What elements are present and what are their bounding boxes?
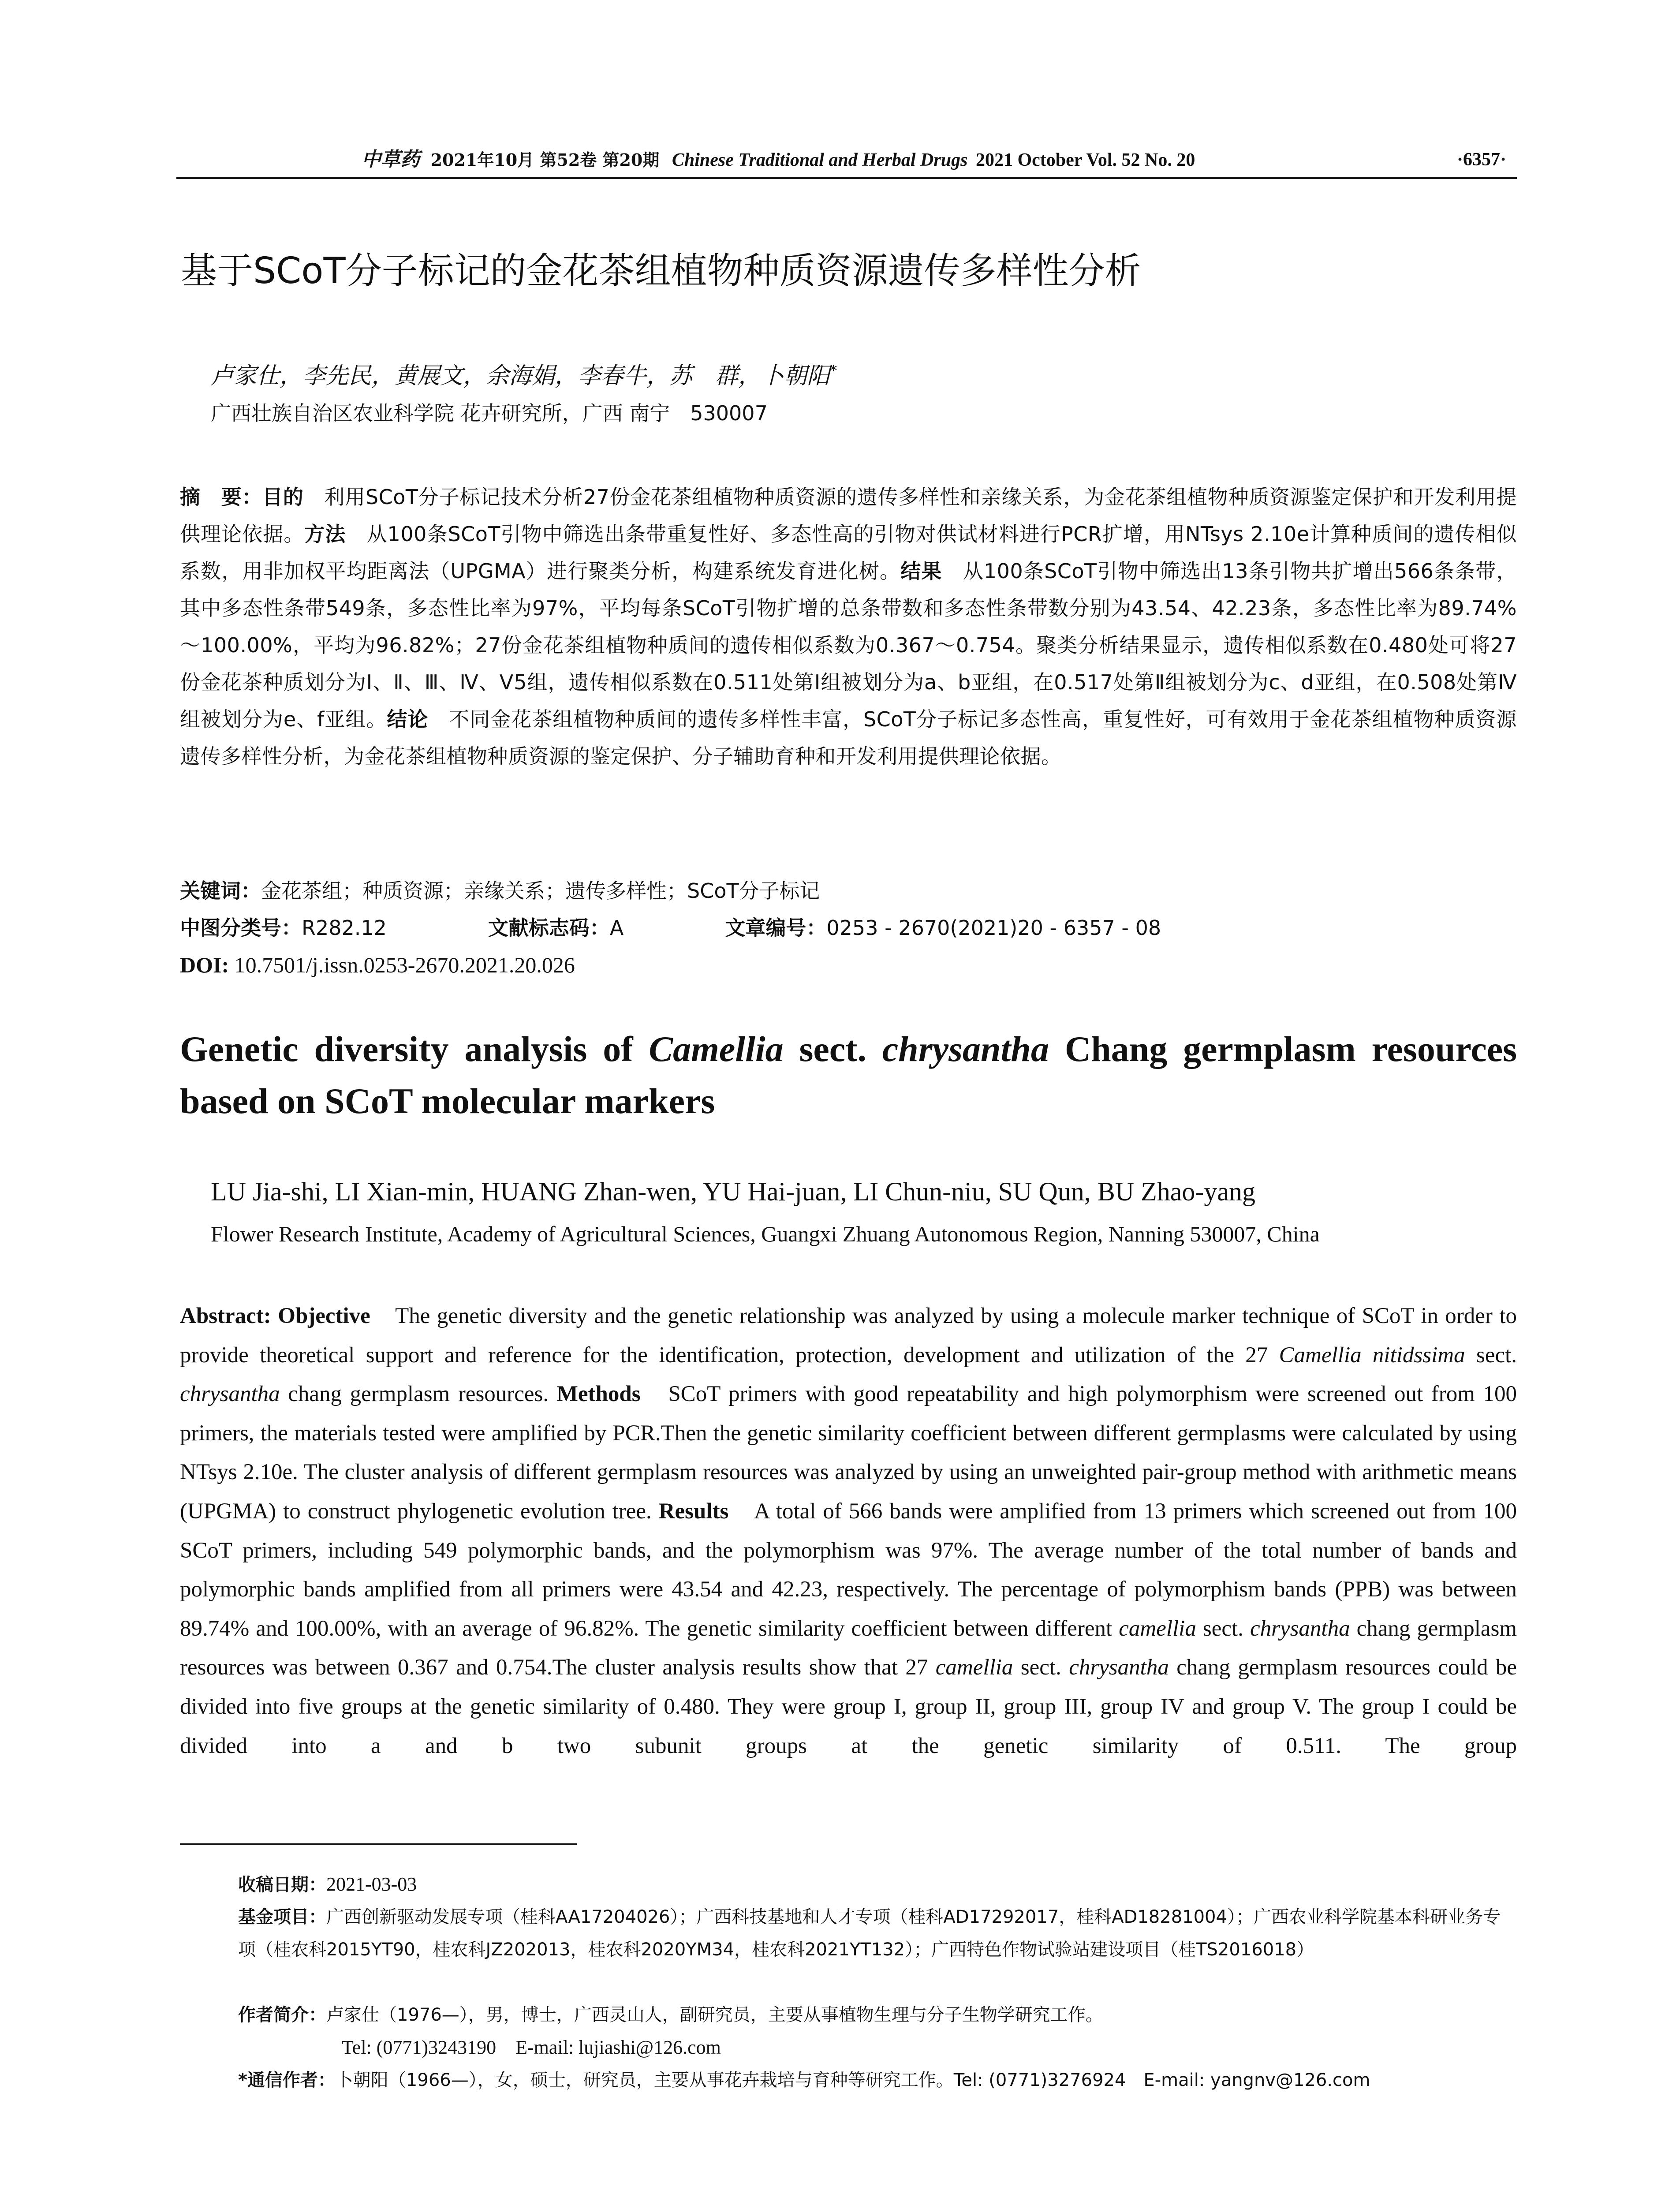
keywords-text: 金花茶组；种质资源；亲缘关系；遗传多样性；SCoT分子标记 <box>261 879 820 903</box>
methods-en: SCoT primers with good repeatability and high polymorphism were screened out from 100 primers, the materials tested were amplified by PCR.Then the genetic similarity coefficient between different germplasms were calculated by using NTsys 2.10e. The cluster analysis of different germplasm resources was analyzed by using an unweighted pair-group method with arithmetic means (UPGMA) to construct phylogenetic evolution tree. <box>180 1382 1517 1524</box>
methods-label-en: Methods <box>556 1382 641 1407</box>
results-label-en: Results <box>658 1499 729 1524</box>
corr-text: 卜朝阳（1966—），女，硕士，研究员，主要从事花卉栽培与育种等研究工作。Tel: (0771)3276924 E-mail: yangnv@126.com <box>335 2070 1370 2090</box>
conclusion-cn: 不同金花茶组植物种质间的遗传多样性丰富，SCoT分子标记多态性高，重复性好，可有效用于金花茶组植物种质资源遗传多样性分析，为金花茶组植物种质资源的鉴定保护、分子辅助育种和开发利用提供理论依据。 <box>180 707 1517 768</box>
results-en-2: chang germplasm resources was between 0.367 and 0.754.The cluster analysis results show that 27 <box>180 1616 1517 1680</box>
doc-code-label: 文献标志码： <box>488 916 610 940</box>
page-number: ·6357· <box>1456 149 1506 170</box>
doc-code-value: A <box>609 916 624 940</box>
keywords-label: 关键词： <box>180 879 261 903</box>
abstract-label-en: Abstract: Objective <box>180 1304 370 1328</box>
authors-cn <box>211 353 1490 393</box>
abstract-cn <box>180 478 1517 775</box>
abstract-label-cn: 摘 要： <box>180 485 263 509</box>
methods-label-cn: 方法 <box>304 522 346 546</box>
keywords-cn <box>180 872 1517 909</box>
results-en-sect: sect. <box>1202 1616 1243 1641</box>
article-no-label: 文章编号： <box>725 916 827 940</box>
article-no-value: 0253 - 2670(2021)20 - 6357 - 08 <box>826 916 1161 940</box>
author-list-cn: 卢家仕，李先民，黄展文，余海娟，李春牛，苏 群，卜朝阳 <box>211 363 830 389</box>
classification-line <box>180 909 1517 946</box>
journal-name-en: Chinese Traditional and Herbal Drugs <box>672 150 968 170</box>
clc-value: R282.12 <box>302 916 387 940</box>
affiliation-en: Flower Research Institute, Academy of Agricultural Sciences, Guangxi Zhuang Autonomous Region, Nanning 530007, China <box>211 1222 1320 1246</box>
abstract-en <box>180 1297 1517 1765</box>
results-en-genus2: camellia <box>935 1655 1013 1680</box>
footnote-fund <box>238 1901 1517 1966</box>
bio-text: 卢家仕（1976—），男，博士，广西灵山人，副研究员，主要从事植物生理与分子生物学研究工作。 <box>326 2005 1103 2025</box>
results-en-1: A total of 566 bands were amplified from 13 primers which screened out from 100 SCoT primers, including 549 polymorphic bands, and the polymorphism was 97%. The average number of the total number of bands and polymorphic bands amplified from all primers were 43.54 and 42.23, respectively. The percentage of polymorphism bands (PPB) was between 89.74% and 100.00%, with an average of 96.82%. The genetic similarity coefficient between different <box>180 1499 1517 1641</box>
results-en-3: chang germplasm resources could be divided into five groups at the genetic similarity of 0.480. They were group I, group II, group III, group IV and group V. The group I could be divided into a and b two subunit groups at the genetic similarity of 0.511. The group <box>180 1655 1517 1758</box>
received-date: 2021-03-03 <box>326 1873 417 1895</box>
objective-en-2: chang germplasm resources. <box>288 1382 549 1407</box>
objective-en-sect: sect. <box>1476 1342 1517 1368</box>
results-en-sect2: sect. <box>1020 1655 1061 1680</box>
journal-masthead-cn: 中草药 <box>362 148 420 171</box>
corresponding-mark: * <box>830 362 837 379</box>
title-en <box>180 1023 1517 1127</box>
results-label-cn: 结果 <box>900 559 942 583</box>
methods-cn: 从100条SCoT引物中筛选出条带重复性好、多态性高的引物对供试材料进行PCR扩增，用NTsys 2.10e计算种质间的遗传相似系数，用非加权平均距离法（UPGMA）进行聚类分析，构建系统发育进化树。 <box>180 522 1517 583</box>
doi-link[interactable]: 10.7501/j.issn.0253-2670.2021.20.026 <box>234 953 575 977</box>
objective-cn: 利用SCoT分子标记技术分析27份金花茶组植物种质资源的遗传多样性和亲缘关系，为金花茶组植物种质资源鉴定保护和开发利用提供理论依据。 <box>180 485 1517 546</box>
objective-en-genus: Camellia nitidssima <box>1279 1342 1465 1368</box>
title-en-part3: Chang germplasm resources based on SCoT molecular markers <box>180 1029 1517 1121</box>
title-en-epithet: chrysantha <box>882 1029 1049 1069</box>
title-en-genus: Camellia <box>649 1029 784 1069</box>
title-en-part2: sect. <box>799 1029 866 1069</box>
received-label: 收稿日期： <box>238 1875 326 1895</box>
objective-label-cn: 目的 <box>262 485 304 509</box>
affiliation-cn: 广西壮族自治区农业科学院 花卉研究所，广西 南宁 530007 <box>211 401 768 425</box>
bio-contact: Tel: (0771)3243190 E-mail: lujiashi@126.com <box>342 2037 721 2058</box>
conclusion-label-cn: 结论 <box>387 707 429 731</box>
doi-label: DOI: <box>180 953 229 977</box>
results-en-genus: camellia <box>1119 1616 1196 1641</box>
title-cn: 基于SCoT分子标记的金花茶组植物种质资源遗传多样性分析 <box>181 250 1141 292</box>
footnote-received <box>238 1868 1517 1901</box>
issue-en: 2021 October Vol. 52 No. 20 <box>975 150 1195 170</box>
objective-en-1: The genetic diversity and the genetic relationship was analyzed by using a molecule marker technique of SCoT in order to provide theoretical support and reference for the identification, protection, development and utilization of the 27 <box>180 1304 1517 1368</box>
clc-label: 中图分类号： <box>180 916 302 940</box>
results-en-epithet: chrysantha <box>1250 1616 1350 1641</box>
running-header <box>176 146 1517 179</box>
fund-text: 广西创新驱动发展专项（桂科AA17204026）；广西科技基地和人才专项（桂科AD17292017，桂科AD18281004）；广西农业科学院基本科研业务专项（桂农科2015YT90，桂农科JZ202013，桂农科2020YM34，桂农科2021YT132）；广西特色作物试验站建设项目（桂TS2016018） <box>238 1907 1501 1960</box>
objective-en-epithet: chrysantha <box>180 1382 280 1407</box>
results-cn: 从100条SCoT引物中筛选出13条引物共扩增出566条条带，其中多态性条带549条，多态性比率为97%，平均每条SCoT引物扩增的总条带数和多态性条带数分别为43.54、42.23条，多态性比率为89.74%～100.00%，平均为96.82%；27份金花茶组植物种质间的遗传相似系数为0.367～0.754。聚类分析结果显示，遗传相似系数在0.480处可将27份金花茶种质划分为Ⅰ、Ⅱ、Ⅲ、Ⅳ、Ⅴ5组，遗传相似系数在0.511处第Ⅰ组被划分为a、b亚组，在0.517处第Ⅱ组被划分为c、d亚组，在0.508处第Ⅳ组被划分为e、f亚组。 <box>180 559 1517 731</box>
doi-line <box>180 946 1517 983</box>
footnote-author-bio <box>238 1999 1517 2064</box>
corr-label: *通信作者： <box>238 2070 336 2090</box>
title-en-part1: Genetic diversity analysis of <box>180 1029 633 1069</box>
results-en-epithet2: chrysantha <box>1069 1655 1169 1680</box>
footnote-corresponding <box>238 2064 1517 2097</box>
fund-label: 基金项目： <box>238 1907 326 1927</box>
footnote-rule <box>180 1843 577 1845</box>
authors-en: LU Jia-shi, LI Xian-min, HUANG Zhan-wen, YU Hai-juan, LI Chun-niu, SU Qun, BU Zhao-yang <box>211 1177 1256 1206</box>
bio-label: 作者简介： <box>238 2005 326 2025</box>
issue-cn: 2021年10月 第52卷 第20期 <box>430 150 660 170</box>
